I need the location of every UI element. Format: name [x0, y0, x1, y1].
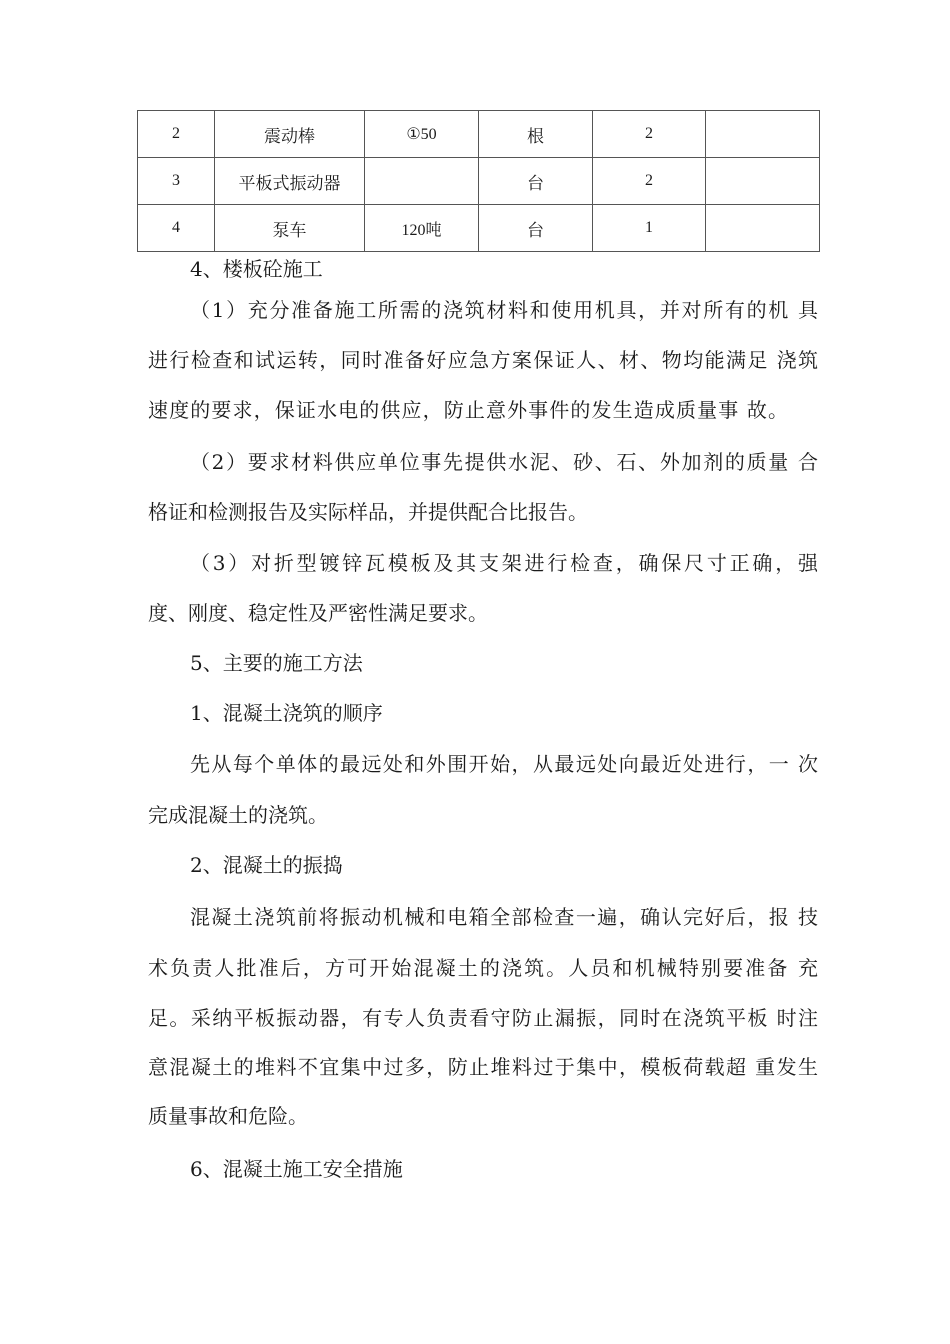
paragraph-line: 足。采纳平板振动器，有专人负责看守防止漏振，同时在浇筑平板 时注: [148, 1006, 818, 1030]
table-cell: 120吨: [365, 205, 479, 252]
table-cell: 1: [593, 205, 706, 252]
paragraph-line: （2）要求材料供应单位事先提供水泥、砂、石、外加剂的质量 合: [190, 450, 818, 474]
paragraph-line: 先从每个单体的最远处和外围开始，从最远处向最近处进行，一 次: [190, 752, 818, 776]
paragraph-line: 混凝土浇筑前将振动机械和电箱全部检查一遍，确认完好后，报 技: [190, 905, 818, 929]
table-cell: 震动棒: [215, 111, 365, 158]
table-cell: 泵车: [215, 205, 365, 252]
table-row: [138, 205, 820, 252]
table-cell: 台: [479, 205, 593, 252]
table-cell: 2: [138, 111, 215, 158]
subsection-heading: 2、混凝土的振捣: [190, 853, 343, 877]
table-cell: 根: [479, 111, 593, 158]
paragraph-line: 完成混凝土的浇筑。: [148, 803, 328, 827]
paragraph-line: 术负责人批准后，方可开始混凝土的浇筑。人员和机械特别要准备 充: [148, 956, 818, 980]
table-row: [138, 111, 820, 158]
subsection-heading: 1、混凝土浇筑的顺序: [190, 701, 383, 725]
table-cell: 台: [479, 158, 593, 205]
section-heading: 4、楼板砼施工: [190, 257, 323, 281]
table-cell: 平板式振动器: [215, 158, 365, 205]
table-cell: [365, 158, 479, 205]
table-cell: [706, 111, 820, 158]
paragraph-line: （1）充分准备施工所需的浇筑材料和使用机具，并对所有的机 具: [190, 298, 818, 322]
paragraph-line: （3）对折型镀锌瓦模板及其支架进行检查，确保尺寸正确，强: [190, 551, 818, 575]
section-heading: 5、主要的施工方法: [190, 651, 363, 675]
paragraph-line: 速度的要求，保证水电的供应，防止意外事件的发生造成质量事 故。: [148, 398, 788, 422]
table-cell: 3: [138, 158, 215, 205]
section-heading: 6、混凝土施工安全措施: [190, 1157, 403, 1181]
paragraph-line: 度、刚度、稳定性及严密性满足要求。: [148, 601, 488, 625]
paragraph-line: 格证和检测报告及实际样品，并提供配合比报告。: [148, 500, 588, 524]
paragraph-line: 意混凝土的堆料不宜集中过多，防止堆料过于集中，模板荷载超 重发生: [148, 1055, 818, 1079]
paragraph-line: 进行检查和试运转，同时准备好应急方案保证人、材、物均能满足 浇筑: [148, 348, 818, 372]
table-cell: [706, 158, 820, 205]
table-cell: 2: [593, 158, 706, 205]
table-cell: [706, 205, 820, 252]
paragraph-line: 质量事故和危险。: [148, 1104, 308, 1128]
table-cell: 4: [138, 205, 215, 252]
table-cell: ①50: [365, 111, 479, 158]
equipment-table: [137, 110, 820, 252]
table-row: [138, 158, 820, 205]
table-cell: 2: [593, 111, 706, 158]
